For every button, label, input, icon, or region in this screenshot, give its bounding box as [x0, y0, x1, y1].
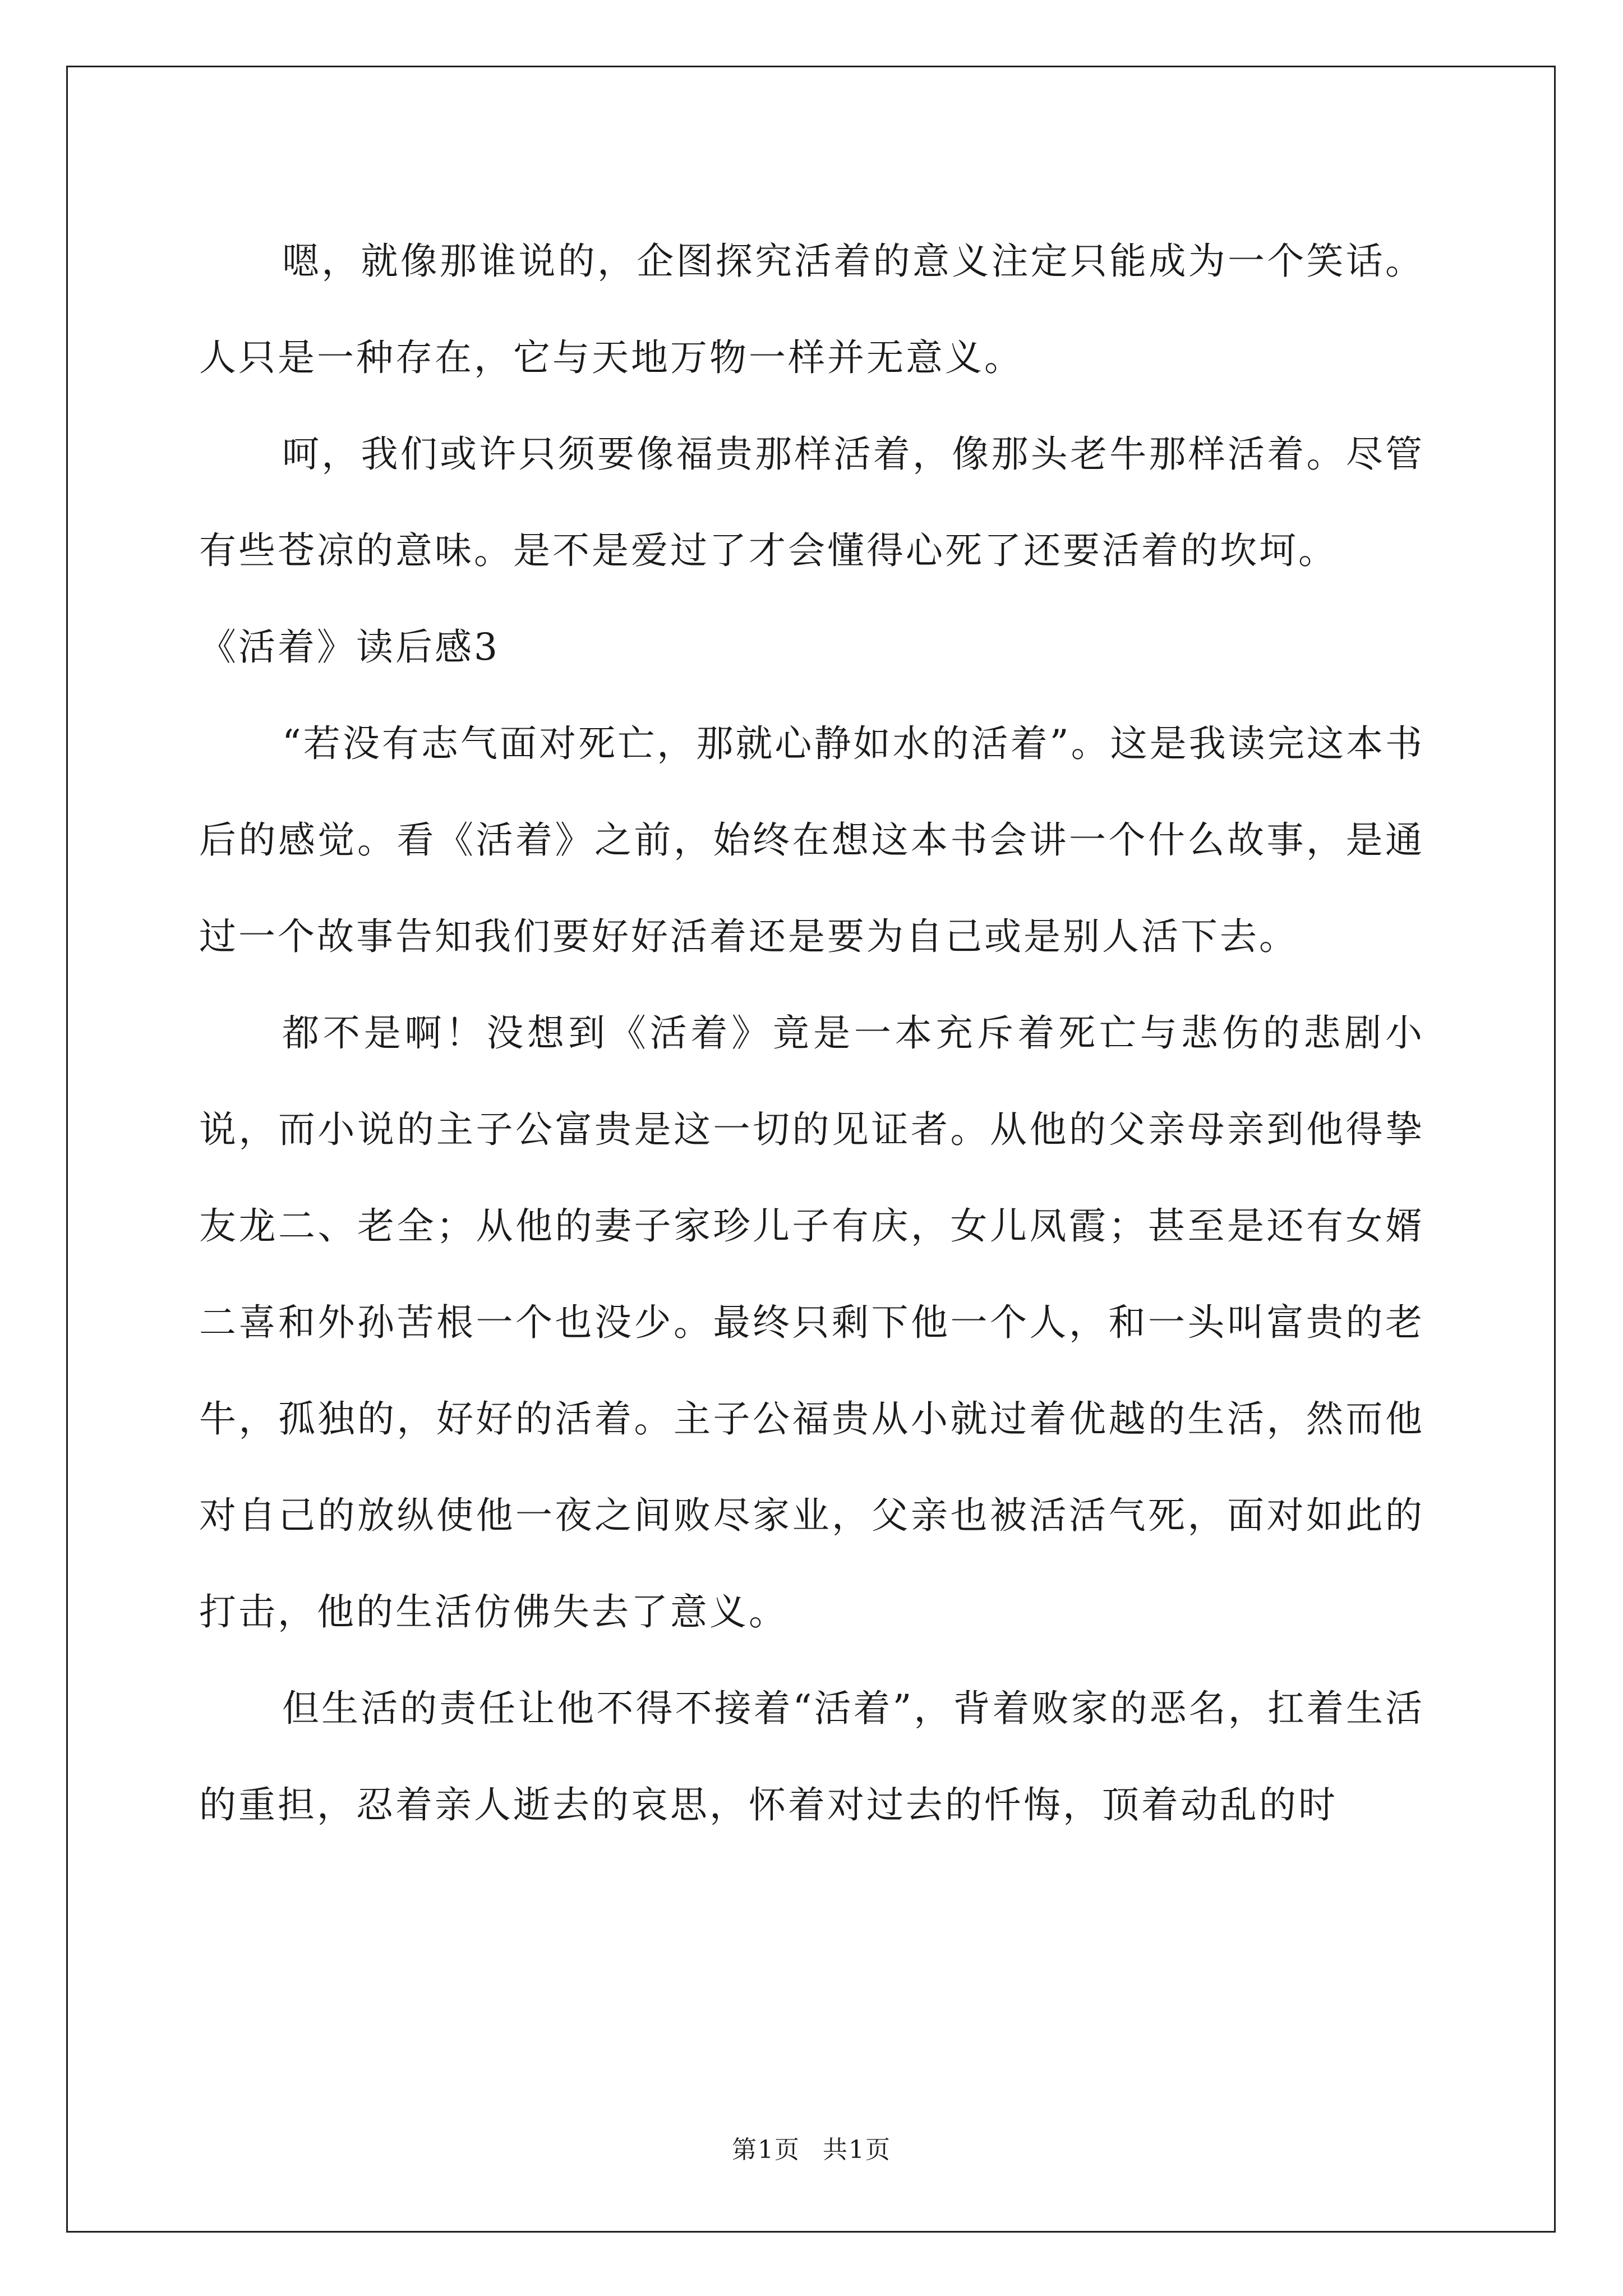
- document-body: [199, 213, 1424, 1853]
- page-number: 第1页: [732, 2136, 800, 2164]
- paragraph: 呵，我们或许只须要像福贵那样活着，像那头老牛那样活着。尽管有些苍凉的意味。是不是爱过了才会懂得心死了还要活着的坎坷。: [199, 432, 1424, 572]
- paragraph: 但生活的责任让他不得不接着“活着”，背着败家的恶名，扛着生活的重担，忍着亲人逝去的哀思，怀着对过去的忏悔，顶着动乱的时: [199, 1687, 1424, 1826]
- paragraph: 嗯，就像那谁说的，企图探究活着的意义注定只能成为一个笑话。人只是一种存在，它与天地万物一样并无意义。: [199, 240, 1424, 379]
- page-footer: [0, 2129, 1623, 2165]
- paragraph: “若没有志气面对死亡，那就心静如水的活着”。这是我读完这本书后的感觉。看《活着》之前，始终在想这本书会讲一个什么故事，是通过一个故事告知我们要好好活着还是要为自己或是别人活下去。: [199, 722, 1424, 958]
- paragraph: 都不是啊！没想到《活着》竟是一本充斥着死亡与悲伤的悲剧小说，而小说的主子公富贵是这一切的见证者。从他的父亲母亲到他得挚友龙二、老全；从他的妻子家珍儿子有庆，女儿凤霞；甚至是还有女婿二喜和外孙苦根一个也没少。最终只剩下他一个人，和一头叫富贵的老牛，孤独的，好好的活着。主子公福贵从小就过着优越的生活，然而他对自己的放纵使他一夜之间败尽家业，父亲也被活活气死，面对如此的打击，他的生活仿佛失去了意义。: [199, 1011, 1424, 1634]
- section-heading: 《活着》读后感3: [199, 625, 500, 669]
- page-total: 共1页: [823, 2136, 891, 2164]
